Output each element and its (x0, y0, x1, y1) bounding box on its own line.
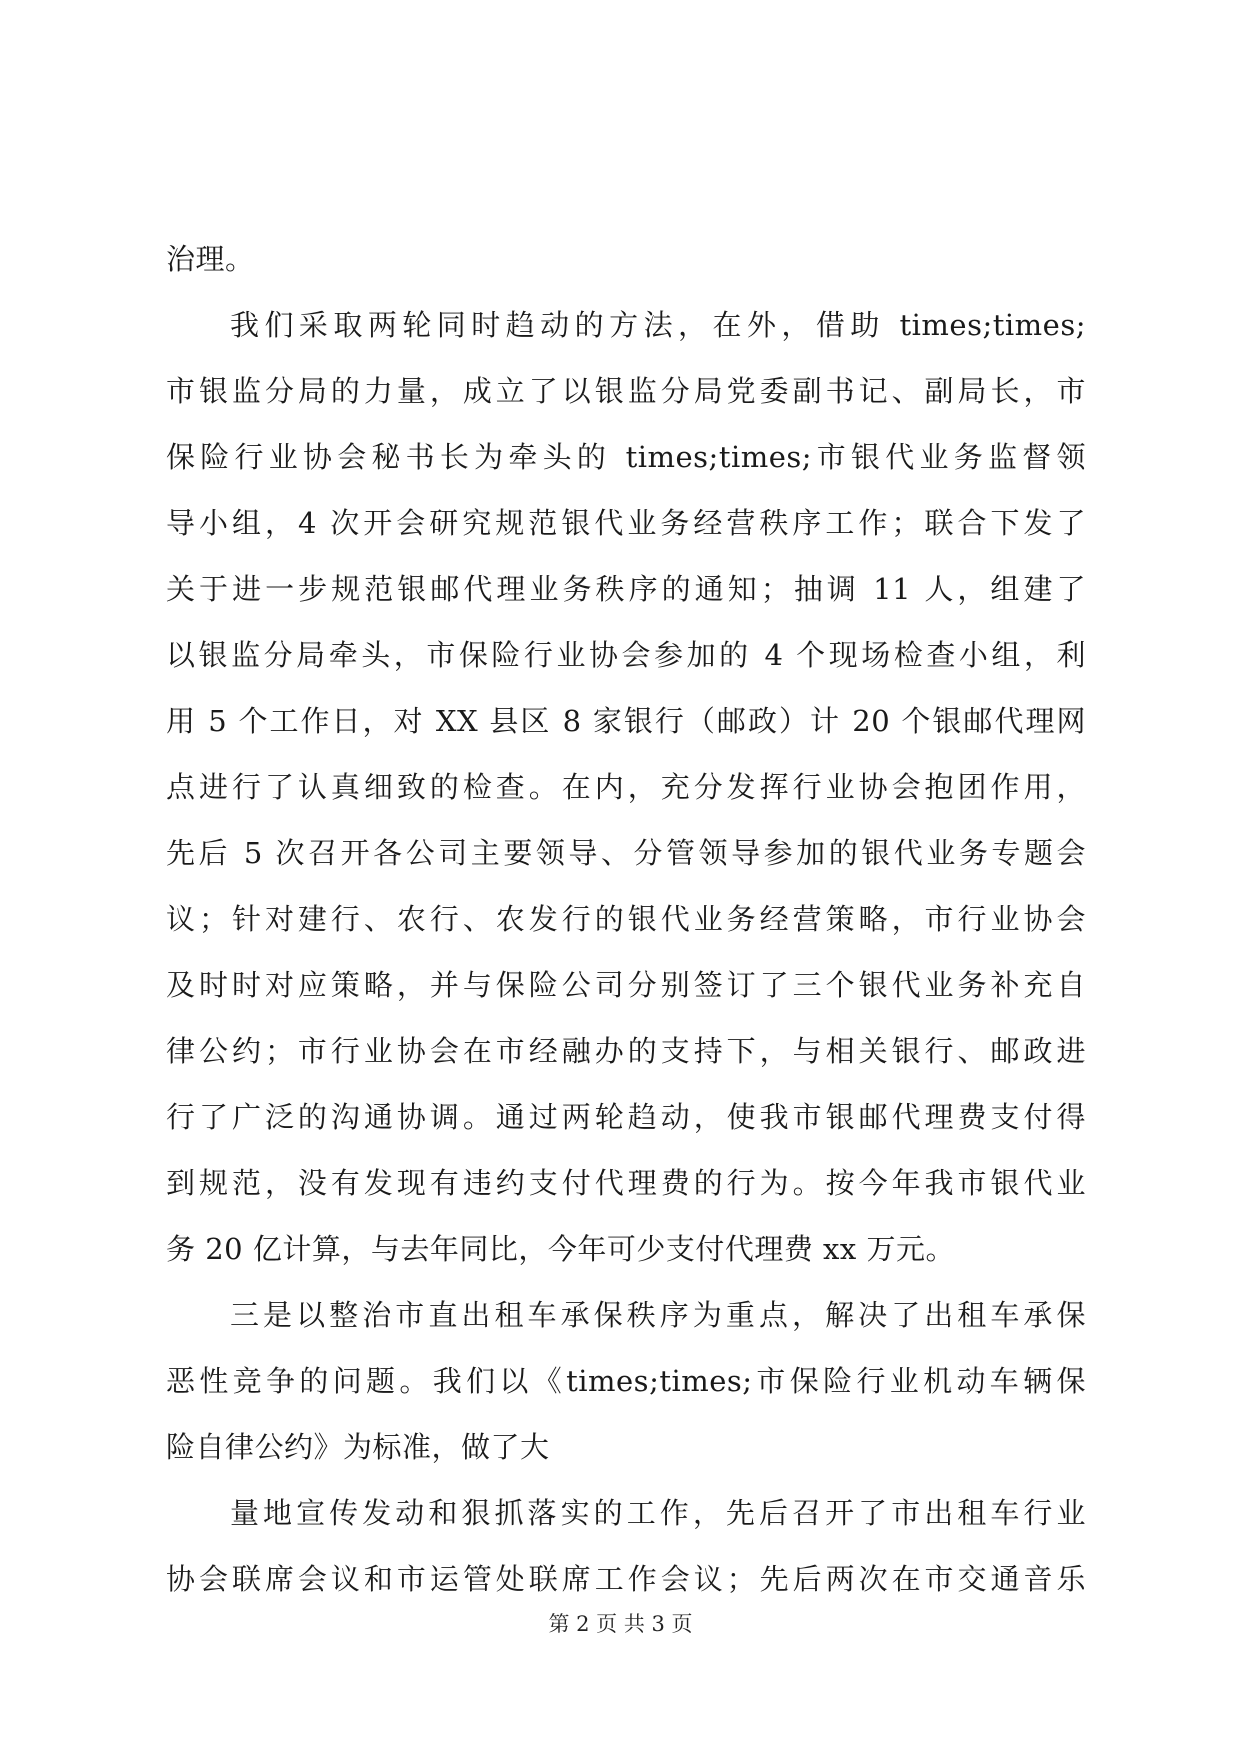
text-line: 险自律公约》为标准，做了大 (166, 1430, 550, 1464)
text-line: 量地宣传发动和狠抓落实的工作，先后召开了市出租车行业 (230, 1496, 1086, 1530)
text-line: 关于进一步规范银邮代理业务秩序的通知；抽调 11 人，组建了 (166, 572, 1086, 606)
body-text (166, 226, 1086, 1612)
text-line: 用 5 个工作日，对 XX 县区 8 家银行（邮政）计 20 个银邮代理网 (166, 704, 1086, 738)
text-line: 及时时对应策略，并与保险公司分别签订了三个银代业务补充自 (166, 968, 1086, 1002)
text-line: 恶性竞争的问题。我们以《times;times;市保险行业机动车辆保 (166, 1364, 1086, 1398)
text-line: 到规范，没有发现有违约支付代理费的行为。按今年我市银代业 (166, 1166, 1086, 1200)
text-line: 律公约；市行业协会在市经融办的支持下，与相关银行、邮政进 (166, 1034, 1086, 1068)
text-line: 先后 5 次召开各公司主要领导、分管领导参加的银代业务专题会 (166, 836, 1086, 870)
text-line: 点进行了认真细致的检查。在内，充分发挥行业协会抱团作用， (166, 770, 1086, 804)
text-line: 三是以整治市直出租车承保秩序为重点，解决了出租车承保 (230, 1298, 1086, 1332)
text-line: 治理。 (166, 242, 255, 276)
text-line: 协会联席会议和市运管处联席工作会议；先后两次在市交通音乐 (166, 1562, 1086, 1596)
text-line: 我们采取两轮同时趋动的方法，在外，借助 times;times; (230, 308, 1086, 342)
text-line: 行了广泛的沟通协调。通过两轮趋动，使我市银邮代理费支付得 (166, 1100, 1086, 1134)
page-number-footer: 第 2 页 共 3 页 (548, 1612, 693, 1636)
text-line: 以银监分局牵头，市保险行业协会参加的 4 个现场检查小组，利 (166, 638, 1086, 672)
text-line: 导小组，4 次开会研究规范银代业务经营秩序工作；联合下发了 (166, 506, 1086, 540)
text-line: 市银监分局的力量，成立了以银监分局党委副书记、副局长，市 (166, 374, 1086, 408)
text-line: 议；针对建行、农行、农发行的银代业务经营策略，市行业协会 (166, 902, 1086, 936)
text-line: 务 20 亿计算，与去年同比，今年可少支付代理费 xx 万元。 (166, 1232, 955, 1266)
text-line: 保险行业协会秘书长为牵头的 times;times;市银代业务监督领 (166, 440, 1086, 474)
